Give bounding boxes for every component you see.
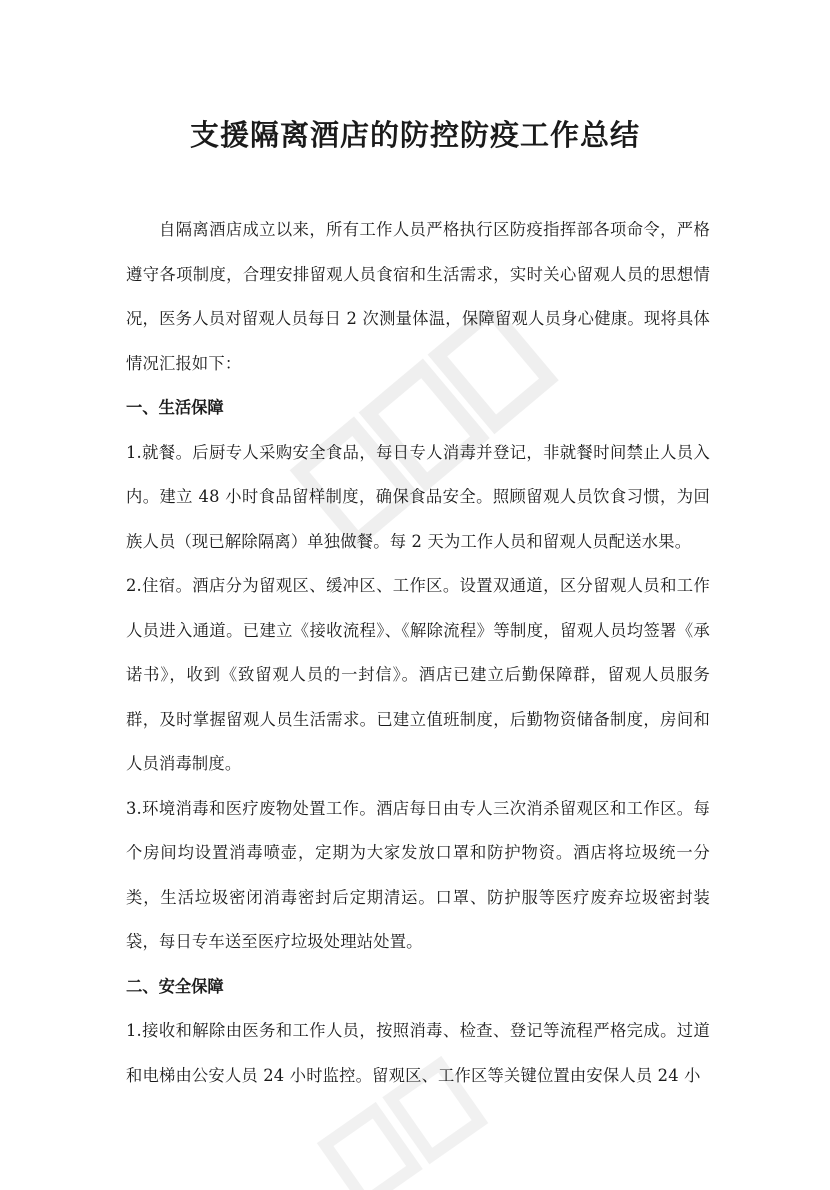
section-heading-safety: 二、安全保障 [126,976,224,996]
paragraph-dining: 1.就餐。后厨专人采购安全食品，每日专人消毒并登记，非就餐时间禁止人员入内。建立 48 小时食品留样制度，确保食品安全。照顾留观人员饮食习惯，为回族人员（现已解除隔离）单独做餐。每 2 天为工作人员和留观人员配送水果。 [126,442,710,551]
document-title: 支援隔离酒店的防控防疫工作总结 [189,118,640,152]
paragraph-disinfection: 3.环境消毒和医疗废物处置工作。酒店每日由专人三次消杀留观区和工作区。每个房间均设置消毒喷壶，定期为大家发放口罩和防护物资。酒店将垃圾统一分类，生活垃圾密闭消毒密封后定期清运。口罩、防护服等医疗废弃垃圾密封装袋，每日专车送至医疗垃圾处理站处置。 [126,798,710,951]
paragraph-safety-1: 1.接收和解除由医务和工作人员，按照消毒、检查、登记等流程严格完成。过道和电梯由公安人员 24 小时监控。留观区、工作区等关键位置由安保人员 24 小 [126,1021,710,1085]
intro-paragraph: 自隔离酒店成立以来，所有工作人员严格执行区防疫指挥部各项命令，严格遵守各项制度，合理安排留观人员食宿和生活需求，实时关心留观人员的思想情况，医务人员对留观人员每日 2 次测量体温，保障留观人员身心健康。现将具体情况汇报如下： [126,220,710,373]
paragraph-accommodation: 2.住宿。酒店分为留观区、缓冲区、工作区。设置双通道，区分留观人员和工作人员进入通道。已建立《接收流程》、《解除流程》等制度，留观人员均签署《承诺书》，收到《致留观人员的一封信》。酒店已建立后勤保障群，留观人员服务群，及时掌握留观人员生活需求。已建立值班制度，后勤物资储备制度，房间和人员消毒制度。 [126,576,710,773]
section-heading-living: 一、生活保障 [126,398,224,417]
document-body [126,208,710,1098]
